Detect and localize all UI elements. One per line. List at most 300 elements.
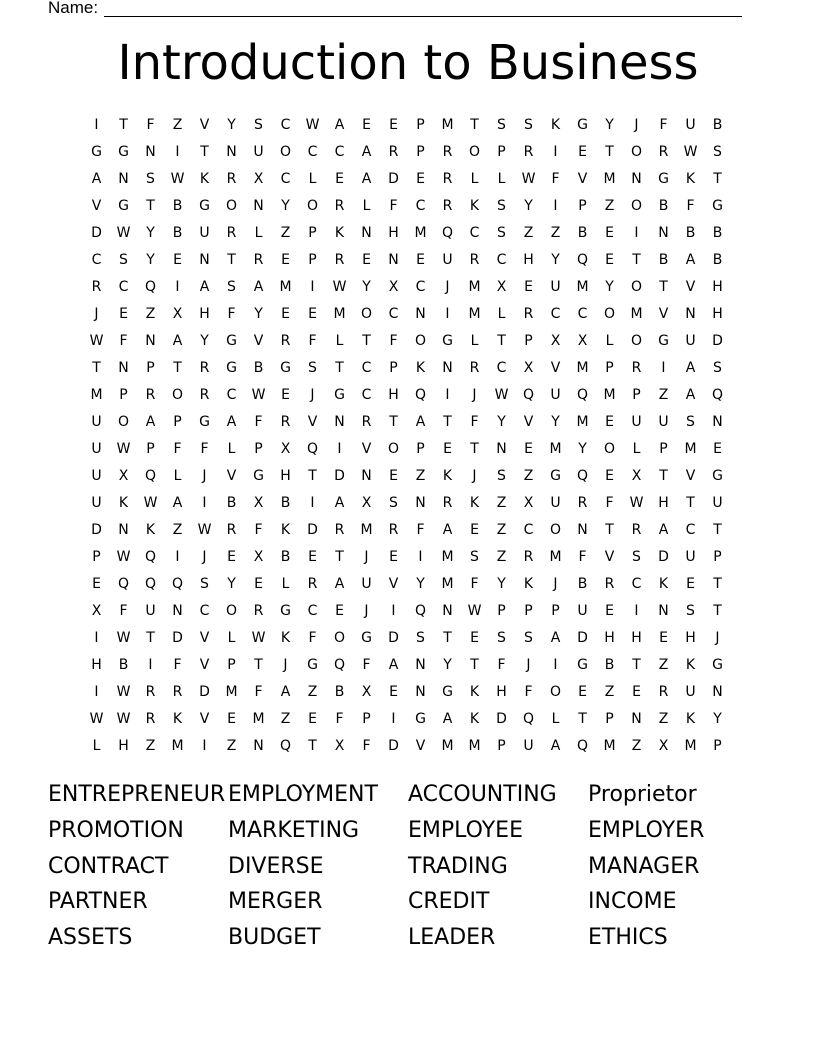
grid-letter: J [715, 630, 720, 646]
grid-letter: T [632, 252, 641, 268]
grid-letter: F [227, 306, 236, 322]
name-label: Name: [48, 0, 99, 17]
grid-letter: T [119, 117, 128, 133]
grid-letter: S [497, 468, 506, 484]
grid-letter: E [470, 522, 479, 538]
grid-letter: A [172, 333, 183, 349]
grid-letter: J [472, 387, 477, 403]
grid-letter: Q [576, 738, 589, 754]
grid-letter: N [658, 603, 669, 619]
grid-letter: N [415, 306, 426, 322]
grid-letter: S [254, 117, 263, 133]
grid-letter: F [497, 657, 506, 673]
grid-letter: B [280, 495, 291, 511]
grid-letter: V [199, 657, 210, 673]
name-blank-line[interactable] [104, 16, 742, 17]
grid-letter: T [470, 117, 479, 133]
grid-letter: F [362, 738, 371, 754]
grid-letter: L [497, 306, 506, 322]
grid-letter: G [226, 333, 237, 349]
grid-letter: Y [200, 333, 209, 349]
grid-letter: Q [171, 576, 184, 592]
grid-letter: F [119, 333, 128, 349]
grid-letter: K [199, 171, 210, 187]
grid-letter: B [577, 576, 588, 592]
grid-letter: T [443, 630, 452, 646]
grid-letter: P [713, 549, 722, 565]
grid-letter: Z [172, 117, 183, 133]
grid-letter: Z [496, 495, 507, 511]
grid-letter: J [364, 549, 369, 565]
grid-letter: Z [550, 225, 561, 241]
grid-letter: W [170, 171, 185, 187]
grid-letter: E [227, 549, 236, 565]
grid-letter: Z [172, 522, 183, 538]
grid-letter: J [526, 657, 531, 673]
grid-letter: N [361, 225, 372, 241]
grid-letter: M [576, 360, 589, 376]
grid-letter: I [202, 738, 207, 754]
grid-letter: P [605, 360, 614, 376]
grid-letter: P [362, 711, 371, 727]
grid-letter: O [603, 441, 616, 457]
grid-letter: P [659, 441, 668, 457]
grid-letter: Z [496, 522, 507, 538]
grid-letter: W [116, 684, 131, 700]
grid-letter: R [631, 360, 642, 376]
grid-letter: Z [658, 657, 669, 673]
grid-letter: B [334, 684, 345, 700]
grid-letter: D [712, 333, 723, 349]
grid-letter: Z [145, 306, 156, 322]
grid-letter: G [577, 657, 588, 673]
grid-letter: T [713, 603, 722, 619]
grid-letter: G [658, 171, 669, 187]
grid-letter: F [659, 117, 668, 133]
grid-letter: I [634, 603, 639, 619]
grid-letter: R [280, 333, 291, 349]
grid-letter: K [469, 495, 480, 511]
grid-letter: G [280, 360, 291, 376]
grid-letter: Q [117, 576, 130, 592]
grid-letter: I [94, 684, 99, 700]
grid-letter: R [442, 198, 453, 214]
grid-letter: E [308, 549, 317, 565]
grid-letter: X [523, 495, 534, 511]
grid-letter: Y [254, 306, 263, 322]
grid-letter: U [685, 117, 696, 133]
grid-letter: P [551, 603, 560, 619]
grid-letter: W [89, 333, 104, 349]
grid-letter: E [443, 441, 452, 457]
grid-letter: N [172, 603, 183, 619]
grid-letter: O [360, 306, 373, 322]
grid-letter: H [118, 738, 129, 754]
grid-letter: C [334, 144, 345, 160]
grid-letter: D [388, 630, 399, 646]
grid-letter: S [686, 603, 695, 619]
grid-letter: B [658, 252, 669, 268]
grid-letter: G [658, 333, 669, 349]
grid-letter: Y [227, 117, 236, 133]
grid-letter: F [686, 198, 695, 214]
grid-letter: H [658, 495, 669, 511]
grid-letter: S [497, 198, 506, 214]
grid-letter: M [576, 279, 589, 295]
grid-letter: C [415, 279, 426, 295]
grid-letter: N [415, 495, 426, 511]
grid-letter: N [145, 333, 156, 349]
grid-letter: U [91, 441, 102, 457]
grid-letter: S [416, 630, 425, 646]
grid-letter: L [362, 198, 371, 214]
grid-letter: M [360, 522, 373, 538]
grid-letter: M [468, 738, 481, 754]
grid-letter: R [388, 144, 399, 160]
grid-letter: X [388, 279, 399, 295]
grid-letter: W [629, 495, 644, 511]
grid-letter: X [253, 495, 264, 511]
grid-letter: P [497, 738, 506, 754]
grid-letter: C [577, 306, 588, 322]
grid-letter: N [118, 522, 129, 538]
grid-letter: P [497, 603, 506, 619]
grid-letter: R [253, 603, 264, 619]
grid-letter: W [494, 387, 509, 403]
grid-letter: F [254, 414, 263, 430]
grid-row [83, 249, 731, 276]
grid-letter: B [685, 225, 696, 241]
grid-letter: X [658, 738, 669, 754]
grid-letter: C [496, 360, 507, 376]
grid-letter: Y [497, 414, 506, 430]
grid-row [83, 681, 731, 708]
grid-letter: I [445, 387, 450, 403]
grid-letter: K [469, 198, 480, 214]
grid-letter: S [497, 225, 506, 241]
grid-letter: H [388, 387, 399, 403]
grid-letter: G [199, 198, 210, 214]
grid-letter: I [661, 360, 666, 376]
grid-letter: B [577, 225, 588, 241]
word-bank-item: PARTNER [48, 889, 148, 915]
grid-letter: K [469, 684, 480, 700]
grid-letter: Z [523, 225, 534, 241]
grid-letter: E [578, 144, 587, 160]
grid-letter: N [442, 360, 453, 376]
grid-letter: Q [576, 468, 589, 484]
grid-letter: Q [441, 225, 454, 241]
grid-letter: E [281, 387, 290, 403]
grid-letter: O [630, 144, 643, 160]
grid-letter: I [337, 441, 342, 457]
grid-letter: W [251, 387, 266, 403]
grid-letter: O [225, 198, 238, 214]
grid-letter: C [550, 306, 561, 322]
grid-letter: Z [604, 198, 615, 214]
grid-letter: G [118, 198, 129, 214]
grid-letter: M [441, 117, 454, 133]
grid-letter: N [712, 684, 723, 700]
grid-letter: M [684, 738, 697, 754]
grid-letter: O [630, 279, 643, 295]
grid-letter: M [468, 279, 481, 295]
grid-letter: N [631, 171, 642, 187]
grid-letter: K [469, 711, 480, 727]
grid-letter: U [685, 549, 696, 565]
grid-letter: E [362, 117, 371, 133]
grid-letter: T [308, 738, 317, 754]
grid-letter: Q [144, 576, 157, 592]
grid-letter: T [713, 522, 722, 538]
grid-letter: K [415, 360, 426, 376]
grid-letter: H [199, 306, 210, 322]
grid-letter: N [145, 144, 156, 160]
grid-letter: N [388, 252, 399, 268]
grid-letter: G [361, 630, 372, 646]
grid-letter: D [91, 225, 102, 241]
grid-letter: Y [146, 252, 155, 268]
word-bank-item: MERGER [228, 889, 323, 915]
grid-letter: Y [281, 198, 290, 214]
grid-letter: Q [144, 468, 157, 484]
grid-letter: R [523, 306, 534, 322]
grid-letter: Y [416, 576, 425, 592]
grid-letter: O [603, 306, 616, 322]
grid-letter: L [551, 711, 560, 727]
grid-letter: D [199, 684, 210, 700]
grid-letter: Q [414, 603, 427, 619]
grid-letter: F [173, 657, 182, 673]
grid-letter: J [283, 657, 288, 673]
grid-letter: R [442, 144, 453, 160]
grid-letter: C [388, 306, 399, 322]
grid-letter: U [550, 279, 561, 295]
grid-letter: M [225, 684, 238, 700]
grid-letter: T [605, 522, 614, 538]
grid-row [83, 519, 731, 546]
grid-letter: E [335, 603, 344, 619]
grid-letter: J [94, 306, 99, 322]
grid-letter: L [254, 225, 263, 241]
grid-letter: I [175, 549, 180, 565]
grid-letter: W [251, 630, 266, 646]
word-bank-item: INCOME [588, 889, 677, 915]
grid-letter: D [496, 711, 507, 727]
grid-letter: C [496, 252, 507, 268]
grid-letter: U [631, 414, 642, 430]
grid-letter: L [470, 171, 479, 187]
grid-letter: U [712, 495, 723, 511]
grid-letter: P [308, 252, 317, 268]
grid-letter: R [253, 252, 264, 268]
grid-letter: R [280, 414, 291, 430]
grid-letter: N [118, 360, 129, 376]
grid-letter: M [279, 279, 292, 295]
word-bank-item: MANAGER [588, 853, 700, 879]
grid-letter: G [550, 468, 561, 484]
grid-letter: I [391, 711, 396, 727]
grid-letter: Z [631, 738, 642, 754]
grid-letter: U [658, 414, 669, 430]
grid-letter: D [334, 468, 345, 484]
grid-letter: O [171, 387, 184, 403]
grid-letter: K [118, 495, 129, 511]
grid-letter: H [523, 252, 534, 268]
grid-letter: R [388, 522, 399, 538]
grid-row [83, 573, 731, 600]
grid-letter: U [91, 414, 102, 430]
grid-letter: T [470, 441, 479, 457]
grid-letter: A [658, 522, 669, 538]
grid-letter: R [469, 360, 480, 376]
grid-letter: A [685, 360, 696, 376]
grid-letter: X [523, 360, 534, 376]
grid-letter: Y [605, 279, 614, 295]
grid-letter: P [524, 333, 533, 349]
grid-row [83, 492, 731, 519]
grid-letter: U [523, 738, 534, 754]
grid-letter: Z [658, 711, 669, 727]
grid-letter: O [279, 144, 292, 160]
grid-letter: J [310, 387, 315, 403]
grid-letter: M [684, 441, 697, 457]
grid-letter: A [334, 576, 345, 592]
grid-letter: O [333, 630, 346, 646]
grid-letter: B [226, 495, 237, 511]
grid-letter: T [254, 657, 263, 673]
grid-letter: T [335, 360, 344, 376]
grid-letter: Q [576, 387, 589, 403]
grid-letter: I [175, 279, 180, 295]
grid-letter: L [335, 333, 344, 349]
grid-letter: B [172, 198, 183, 214]
grid-letter: Z [658, 387, 669, 403]
grid-letter: X [253, 549, 264, 565]
grid-letter: N [253, 198, 264, 214]
grid-letter: W [116, 549, 131, 565]
grid-letter: V [361, 441, 372, 457]
grid-letter: R [199, 387, 210, 403]
grid-letter: W [305, 117, 320, 133]
grid-letter: R [631, 522, 642, 538]
grid-letter: R [361, 414, 372, 430]
grid-letter: U [361, 576, 372, 592]
grid-letter: V [685, 279, 696, 295]
grid-row [83, 141, 731, 168]
grid-letter: A [361, 171, 372, 187]
word-bank-item: BUDGET [228, 925, 321, 950]
grid-row [83, 276, 731, 303]
grid-letter: Q [279, 738, 292, 754]
grid-letter: C [361, 387, 372, 403]
grid-letter: G [307, 657, 318, 673]
grid-letter: F [470, 576, 479, 592]
grid-letter: M [603, 171, 616, 187]
grid-letter: C [631, 576, 642, 592]
grid-letter: V [307, 414, 318, 430]
grid-letter: M [603, 738, 616, 754]
grid-letter: A [334, 117, 345, 133]
grid-letter: B [172, 225, 183, 241]
grid-letter: Z [226, 738, 237, 754]
grid-letter: C [226, 387, 237, 403]
grid-letter: C [280, 117, 291, 133]
grid-letter: X [118, 468, 129, 484]
grid-letter: E [416, 252, 425, 268]
grid-letter: S [713, 360, 722, 376]
grid-letter: E [173, 252, 182, 268]
grid-letter: E [686, 576, 695, 592]
grid-letter: K [685, 657, 696, 673]
grid-letter: A [442, 711, 453, 727]
grid-letter: S [389, 495, 398, 511]
grid-letter: P [416, 441, 425, 457]
grid-letter: W [467, 603, 482, 619]
grid-letter: E [605, 603, 614, 619]
grid-letter: R [199, 360, 210, 376]
grid-letter: X [253, 171, 264, 187]
word-bank-item: EMPLOYEE [408, 817, 523, 843]
grid-letter: X [631, 468, 642, 484]
grid-letter: D [172, 630, 183, 646]
grid-letter: X [361, 684, 372, 700]
grid-letter: F [200, 441, 209, 457]
grid-letter: S [524, 630, 533, 646]
grid-letter: D [577, 630, 588, 646]
grid-letter: Z [307, 684, 318, 700]
grid-letter: L [308, 171, 317, 187]
grid-letter: N [415, 684, 426, 700]
grid-letter: N [442, 603, 453, 619]
grid-letter: E [470, 630, 479, 646]
grid-letter: S [686, 414, 695, 430]
grid-letter: Q [711, 387, 724, 403]
grid-letter: N [253, 738, 264, 754]
word-bank-item: PROMOTION [48, 817, 184, 843]
grid-letter: S [119, 252, 128, 268]
grid-letter: R [334, 522, 345, 538]
grid-letter: Q [144, 549, 157, 565]
grid-letter: N [658, 225, 669, 241]
grid-letter: U [550, 495, 561, 511]
grid-letter: N [685, 306, 696, 322]
grid-letter: P [173, 414, 182, 430]
grid-letter: Y [146, 225, 155, 241]
grid-row [83, 384, 731, 411]
grid-letter: F [389, 198, 398, 214]
grid-letter: R [658, 144, 669, 160]
grid-letter: T [497, 333, 506, 349]
grid-row [83, 411, 731, 438]
grid-letter: S [524, 117, 533, 133]
grid-letter: M [603, 387, 616, 403]
grid-letter: R [145, 711, 156, 727]
grid-letter: O [630, 198, 643, 214]
grid-letter: X [280, 441, 291, 457]
grid-letter: F [173, 441, 182, 457]
grid-letter: A [442, 522, 453, 538]
grid-letter: G [712, 657, 723, 673]
grid-letter: E [524, 279, 533, 295]
grid-letter: P [389, 360, 398, 376]
grid-row [83, 546, 731, 573]
grid-letter: P [524, 603, 533, 619]
grid-letter: J [364, 603, 369, 619]
grid-letter: G [253, 468, 264, 484]
grid-letter: A [685, 252, 696, 268]
grid-letter: X [496, 279, 507, 295]
